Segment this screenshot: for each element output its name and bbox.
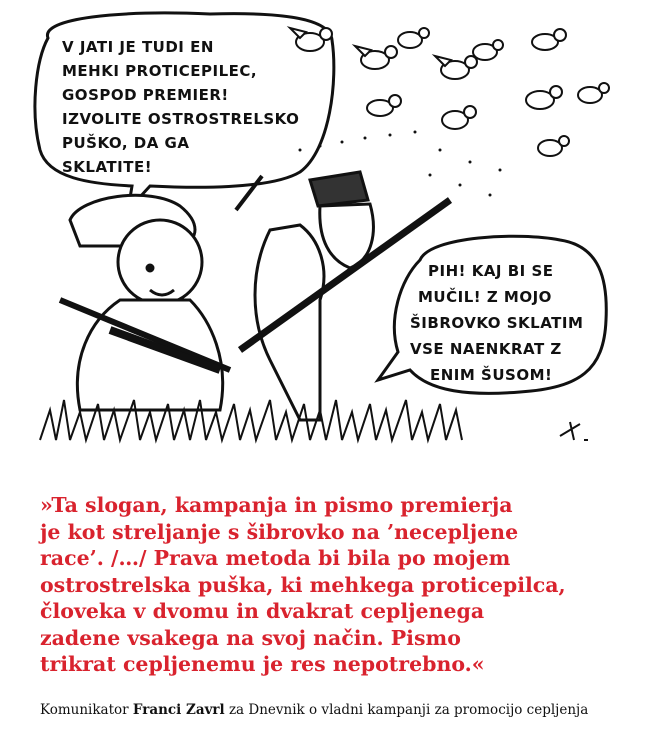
speech-bubble-left [35,13,334,210]
duck-icon [578,83,609,103]
bubble-right-line-2: MUČIL! Z MOJO [418,288,552,306]
duck-icon [398,28,429,48]
quote-line: zadene vsakega na svoj način. Pismo [40,625,461,650]
quote-line: race’. /…/ Prava metoda bi bila po mojem [40,546,511,570]
bubble-left-line-3: GOSPOD PREMIER! [62,86,229,104]
left-hunter-figure [60,195,230,410]
duck-icon [435,56,477,79]
duck-icon [532,29,566,50]
bubble-right-line-4: VSE NAENKRAT Z [410,340,562,358]
duck-icon [526,86,562,109]
pull-quote [40,492,640,678]
attribution-prefix: Komunikator [40,702,133,718]
duck-icon [442,106,476,129]
bubble-left-line-1: V JATI JE TUDI EN [62,38,214,56]
speech-bubble-right [378,236,606,393]
bubble-right-line-3: ŠIBROVKO SKLATIM [410,314,584,332]
bubble-left-line-2: MEHKI PROTICEPILEC, [62,62,258,80]
duck-icon [473,40,503,60]
duck-icon [538,136,569,156]
quote-line: človeka v dvomu in dvakrat cepljenega [40,599,485,623]
duck-icon [355,46,397,69]
attribution-suffix: za Dnevnik o vladni kampanji za promocijo cepljenja [224,702,589,718]
quote-line: trikrat cepljenemu je res nepotrebno.« [40,652,485,676]
quote-line: »Ta slogan, kampanja in pismo premierja [40,493,513,517]
artist-signature [560,422,588,440]
bubble-right-line-1: PIH! KAJ BI SE [428,262,554,280]
quote-attribution [40,702,660,718]
bubble-left-line-5: PUŠKO, DA GA [62,134,190,152]
flying-ducks [290,28,609,156]
bubble-right-line-5: ENIM ŠUSOM! [430,366,553,384]
bubble-left-line-4: IZVOLITE OSTROSTRELSKO [62,110,300,128]
duck-icon [367,95,401,116]
quote-line: je kot streljanje s šibrovko na ’necepljene [40,519,519,544]
quote-line: ostrostrelska puška, ki mehkega proticepilca, [40,572,566,597]
attribution-name: Franci Zavrl [132,702,225,718]
bubble-left-line-6: SKLATITE! [62,158,153,176]
